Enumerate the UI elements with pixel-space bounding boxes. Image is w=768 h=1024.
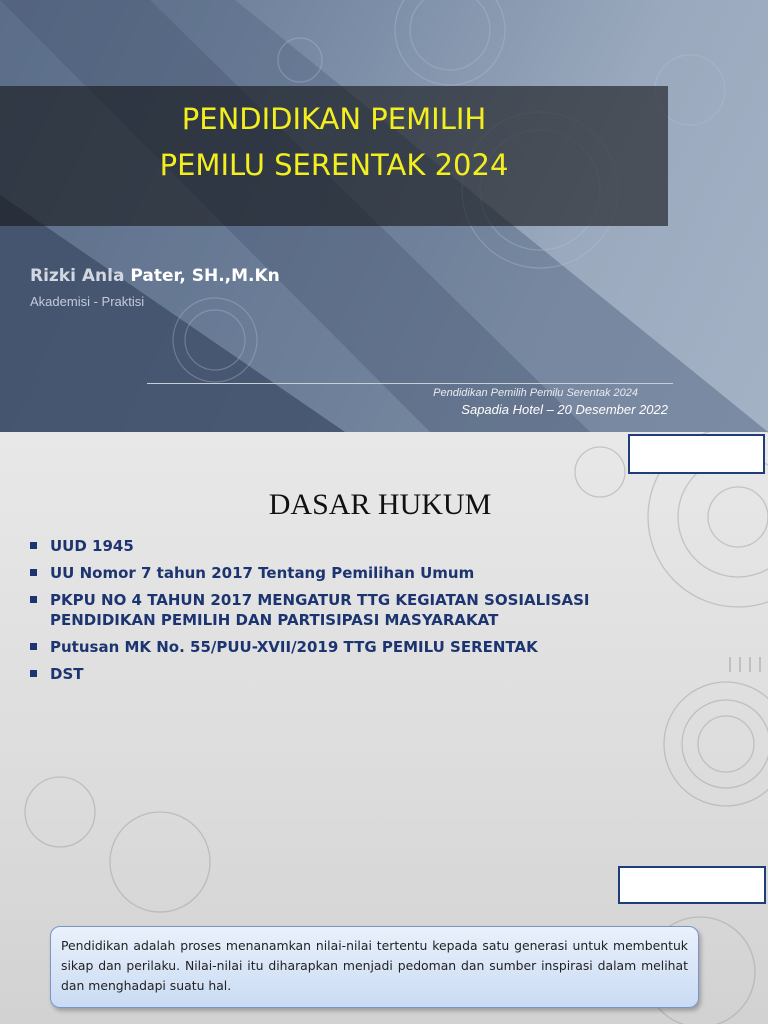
- square-bullet-icon: [30, 670, 37, 677]
- list-item-text: UU Nomor 7 tahun 2017 Tentang Pemilihan Umum: [50, 564, 475, 582]
- presenter-name-rest: Pater, SH.,M.Kn: [124, 266, 280, 286]
- presenter-name-first: Rizki Anla: [30, 266, 125, 286]
- list-item: [30, 536, 690, 556]
- list-item-text: PKPU NO 4 TAHUN 2017 MENGATUR TTG KEGIATAN SOSIALISASI PENDIDIKAN PEMILIH DAN PARTISIPASI MASYARAKAT: [50, 591, 590, 629]
- list-item: [30, 563, 690, 583]
- footer-divider: [147, 383, 673, 384]
- venue-date: Sapadia Hotel – 20 Desember 2022: [461, 402, 668, 417]
- list-item: [30, 637, 690, 657]
- event-name: Pendidikan Pemilih Pemilu Serentak 2024: [433, 387, 638, 399]
- legal-basis-slide: [0, 432, 768, 1024]
- presenter-role: Akademisi - Praktisi: [30, 294, 145, 309]
- blank-box-top: [628, 434, 765, 474]
- list-item: [30, 590, 690, 630]
- title-slide: [0, 0, 768, 432]
- blank-box-bottom: [618, 866, 766, 904]
- square-bullet-icon: [30, 569, 37, 576]
- list-item-text: DST: [50, 665, 84, 683]
- presentation-title: [0, 96, 668, 188]
- list-item-text: Putusan MK No. 55/PUU-XVII/2019 TTG PEMILU SERENTAK: [50, 638, 538, 656]
- square-bullet-icon: [30, 542, 37, 549]
- square-bullet-icon: [30, 596, 37, 603]
- slide-heading: DASAR HUKUM: [268, 488, 492, 521]
- square-bullet-icon: [30, 643, 37, 650]
- definition-callout: Pendidikan adalah proses menanamkan nilai-nilai tertentu kepada satu generasi untuk membentuk sikap dan perilaku. Nilai-nilai itu diharapkan menjadi pedoman dan sumber inspirasi dalam melihat dan menghadapi suatu hal.: [50, 926, 699, 1008]
- title-line-2: PEMILU SERENTAK 2024: [159, 148, 509, 182]
- title-line-1: PENDIDIKAN PEMILIH: [181, 102, 487, 136]
- list-item: [30, 664, 690, 684]
- list-item-text: UUD 1945: [50, 537, 134, 555]
- legal-basis-list: [30, 536, 690, 691]
- presenter-name: [30, 266, 280, 286]
